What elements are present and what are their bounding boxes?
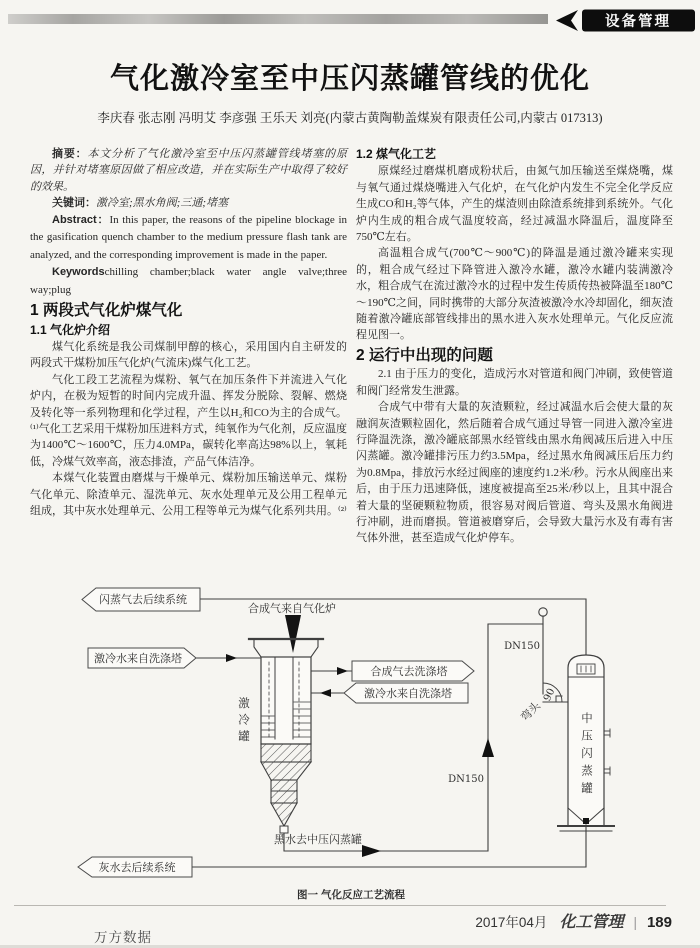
- abstract-en: [30, 212, 347, 265]
- side-nozzles: [604, 729, 610, 775]
- section-1-2-para-1: 原煤经过磨煤机磨成粉状后，由氮气加压输送至煤烧嘴，煤与氧气通过煤烧嘴进入气化炉，在气化炉内发生不完全化学反应生成CO和H₂等气体，产生的煤渣则由除渣系统排到系统外。气化炉内生成的粗合成气温度较高，经过减温水降温后，温度降至750℃左右。: [356, 165, 673, 244]
- abstract-en-label: Abstract：: [52, 213, 110, 226]
- left-column: [30, 146, 347, 519]
- keywords-en-label: Keywords: [52, 266, 105, 279]
- page-header: [0, 0, 700, 42]
- arrow-quench-water-left: [226, 654, 237, 662]
- footer-date: 2017年04月: [475, 915, 548, 930]
- journal-name: 化工管理: [559, 912, 624, 931]
- footer-rule: [14, 905, 666, 906]
- bottom-valve-icon: [280, 826, 288, 833]
- keywords-en-text: chilling chamber;black water angle valve;three way;plug: [30, 266, 347, 296]
- arrow-black-water: [362, 845, 381, 857]
- abstract-en-text: In this paper, the reasons of the pipeline blockage in the gasification quench chamber to the medium pressure flash tank are analyzed, and the corresponding improvement is made in the paper.: [30, 213, 348, 261]
- elbow-annotation: [517, 683, 562, 724]
- keywords-zh-text: 激冷室;黑水角阀;三通;堵塞: [96, 197, 228, 210]
- flash-tank-outlet-valve-icon: [583, 818, 589, 824]
- keywords-zh-label: 关键词：: [52, 197, 96, 210]
- arrow-syngas-out: [337, 667, 348, 675]
- arrow-quench-water-right: [320, 689, 331, 697]
- page-number: 189: [646, 914, 672, 931]
- elbow-angle-label: 90: [542, 686, 558, 704]
- black-water-label: 黑水去中压闪蒸罐: [274, 834, 362, 846]
- mp-flash-tank-label: 中压闪蒸罐: [580, 712, 592, 800]
- syngas-in-label: 合成气来自气化炉: [248, 603, 336, 615]
- section-1-2-heading: 1.2 煤气化工艺: [356, 147, 437, 161]
- flash-gas-label: 闪蒸气去后续系统: [99, 594, 187, 606]
- elbow-label: 弯头: [518, 699, 543, 724]
- quench-tank-vessel: [249, 639, 323, 833]
- right-column: [356, 146, 673, 547]
- syngas-inlet-arrow-icon: [285, 615, 301, 653]
- quench-water-left-label: 激冷水来自洗涤塔: [94, 653, 182, 665]
- section-1-1-para-3: 本煤气化装置由磨煤与干燥单元、煤粉加压输送单元、煤粉气化单元、除渣单元、湿洗单元、灰水处理单元及公用工程单元组成，其中灰水处理单元、公用工程等单元为煤气化系列共用。⁽²⁾: [30, 472, 347, 517]
- arrow-riser-up: [482, 738, 494, 757]
- dn150-upper-label: DN150: [504, 641, 540, 652]
- grey-water-label: 灰水去后续系统: [98, 862, 176, 874]
- section-1-1-para-1: 煤气化系统是我公司煤制甲醇的核心，采用国内自主研发的两段式干煤粉加压气化炉(气流床)煤气化工艺。: [30, 340, 347, 370]
- abstract-zh-text: 本文分析了气化激冷室至中压闪蒸罐管线堵塞的原因，并针对堵塞原因做了相应改造，并在实际生产中取得了较好的效果。: [30, 148, 347, 193]
- keywords-en: [30, 264, 347, 299]
- section-1-heading: 1 两段式气化炉煤气化: [30, 302, 183, 320]
- section-2-para-2: 合成气中带有大量的灰渣颗粒，经过减温水后会使大量的灰融润灰渣颗粒固化，然后随着合成气通过导管一同进入激冷室进行降温洗涤，激冷罐底部黑水经管线由黑水角阀减压后进入中压闪蒸罐。激冷罐排污压力约3.5Mpa，经过黑水角阀减压后压力约为0.8Mpa，排放污水经过阀座的速度约1.2米/秒。污水从阀座出来后，由于压力迅速降低，速度被提高至25米/秒以上，且其中混合着大量的坚硬颗粒物质，很容易对阀后管道、弯头及黑水角阀进行冲刷，进而磨损。管道被磨穿后，会导致大量污水及有毒有害气体外泄，甚至造成气化炉停车。: [356, 401, 673, 545]
- section-1-1-para-2: 气化工段工艺流程为煤粉、氧气在加压条件下并流进入气化炉内，在极为短暂的时间内完成升温、挥发分脱除、裂解、燃烧及转化等一系列物理和化学过程，产生以H₂和CO为主的合成气。⁽¹⁾气化工艺采用干煤粉加压进料方式，纯氧作为气化剂，反应温度为1400℃～1600℃，压力4.0MPa，碳转化率高达98%以上，氧耗低，冷煤气效率高，液态排渣，产品气体洁净。: [30, 373, 347, 468]
- abstract-zh: [30, 146, 347, 195]
- section-1-2-para-2: 高温粗合成气(700℃～900℃)的降温是通过激冷罐来实现的，粗合成气经过下降管进入激冷水罐，激冷水罐内装满激冷水，粗合成气在流过激冷水的过程中发生传质传热被降温至180℃～190℃之间，同时携带的大部分灰渣被激冷水冷却固化，细灰渣随着激冷罐底部管线排出的黑水进入灰水处理单元。气化反应流程见图一。: [356, 247, 673, 342]
- wanfang-watermark: 万方数据: [94, 930, 152, 945]
- page-title: 气化激冷室至中压闪蒸罐管线的优化: [109, 63, 590, 95]
- authors-line: 李庆春 张志刚 冯明艾 李彦强 王乐天 刘亮(内蒙古黄陶勒盖煤炭有限责任公司,内蒙古 017313): [97, 111, 603, 125]
- section-2-para-1: 2.1 由于压力的变化，造成污水对管道和阀门冲刷，致使管道和阀门经常发生泄露。: [356, 368, 673, 397]
- keywords-zh: [30, 195, 347, 211]
- quench-water-right-label: 激冷水来自洗涤塔: [364, 688, 452, 700]
- figure-caption: 图一 气化反应工艺流程: [297, 889, 405, 901]
- header-tag-label: 设备管理: [605, 14, 671, 30]
- header-gradient-bar: [8, 14, 548, 24]
- section-1-1-heading: 1.1 气化炉介绍: [30, 322, 111, 337]
- syngas-out-label: 合成气去洗涤塔: [370, 666, 448, 678]
- section-2-heading: 2 运行中出现的问题: [356, 346, 493, 364]
- black-water-angle-valve-icon: [539, 608, 547, 624]
- footer-separator: |: [633, 915, 637, 930]
- header-chevron-icon: [556, 10, 578, 31]
- figure-1-process-flow-diagram: [28, 585, 698, 915]
- dn150-lower-label: DN150: [448, 774, 484, 785]
- abstract-zh-label: 摘要：: [52, 148, 88, 160]
- quench-tank-label: 激冷罐: [237, 697, 249, 747]
